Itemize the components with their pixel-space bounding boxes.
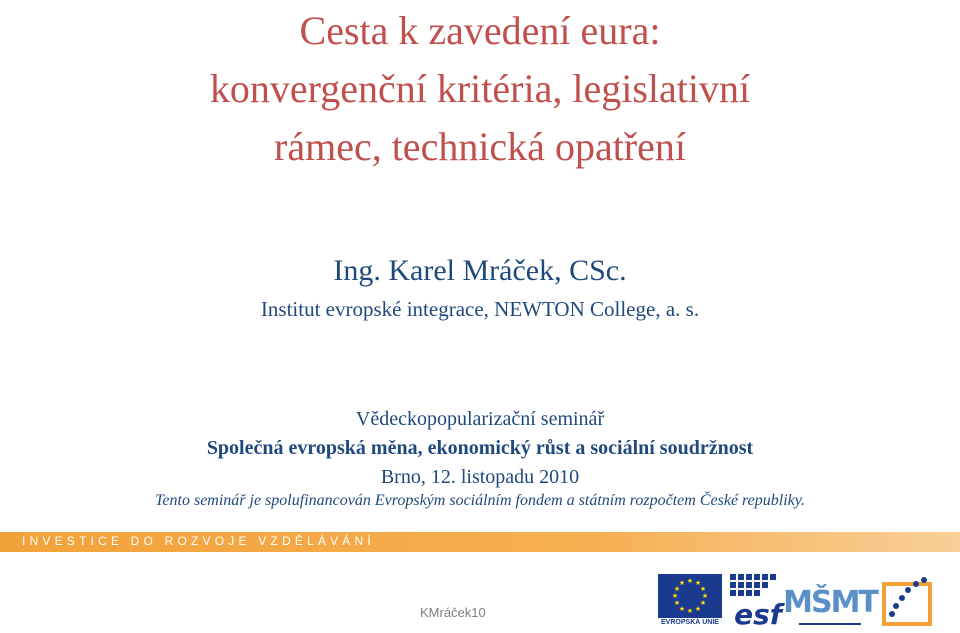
title-line-3: rámec, technická opatření [274, 124, 686, 169]
cofinancing-note: Tento seminář je spolufinancován Evropským sociálním fondem a státním rozpočtem České republiky. [155, 492, 805, 509]
svg-text:★: ★ [694, 605, 702, 613]
svg-text:★: ★ [701, 592, 709, 600]
svg-text:★: ★ [694, 579, 702, 587]
esf-logo-icon [728, 572, 790, 631]
svg-text:★: ★ [673, 599, 681, 607]
svg-text:★: ★ [678, 605, 686, 613]
footer-code: KMráček10 [420, 605, 486, 620]
op-logo-icon [878, 574, 938, 628]
svg-text:★: ★ [699, 599, 707, 607]
svg-text:★: ★ [686, 577, 694, 585]
svg-text:★: ★ [673, 585, 681, 593]
svg-text:★: ★ [671, 592, 679, 600]
investment-banner [0, 532, 960, 552]
place-date: Brno, 12. listopadu 2010 [380, 466, 580, 488]
institute-name: Institut evropské integrace, NEWTON College, a. s. [260, 297, 700, 321]
eu-flag-stars [658, 574, 722, 618]
title-line-2: konvergenční kritéria, legislativní [209, 66, 751, 111]
esf-logo-text: esf [734, 598, 782, 631]
svg-text:★: ★ [699, 585, 707, 593]
msmt-logo-text: MŠMT [783, 585, 877, 620]
svg-text:★: ★ [678, 579, 686, 587]
svg-text:★: ★ [686, 607, 694, 615]
msmt-logo-icon [783, 572, 877, 628]
eu-caption: EVROPSKÁ UNIE [661, 619, 719, 626]
seminar-name: Společná evropská měna, ekonomický růst a sociální soudržnost [206, 437, 754, 459]
title-line-1: Cesta k zavedení eura: [299, 8, 661, 53]
seminar-type: Vědeckopopularizační seminář [355, 408, 605, 430]
eu-flag-icon [658, 574, 722, 618]
banner-text: INVESTICE DO ROZVOJE VZDĚLÁVÁNÍ [22, 534, 375, 548]
author-name: Ing. Karel Mráček, CSc. [333, 254, 627, 287]
